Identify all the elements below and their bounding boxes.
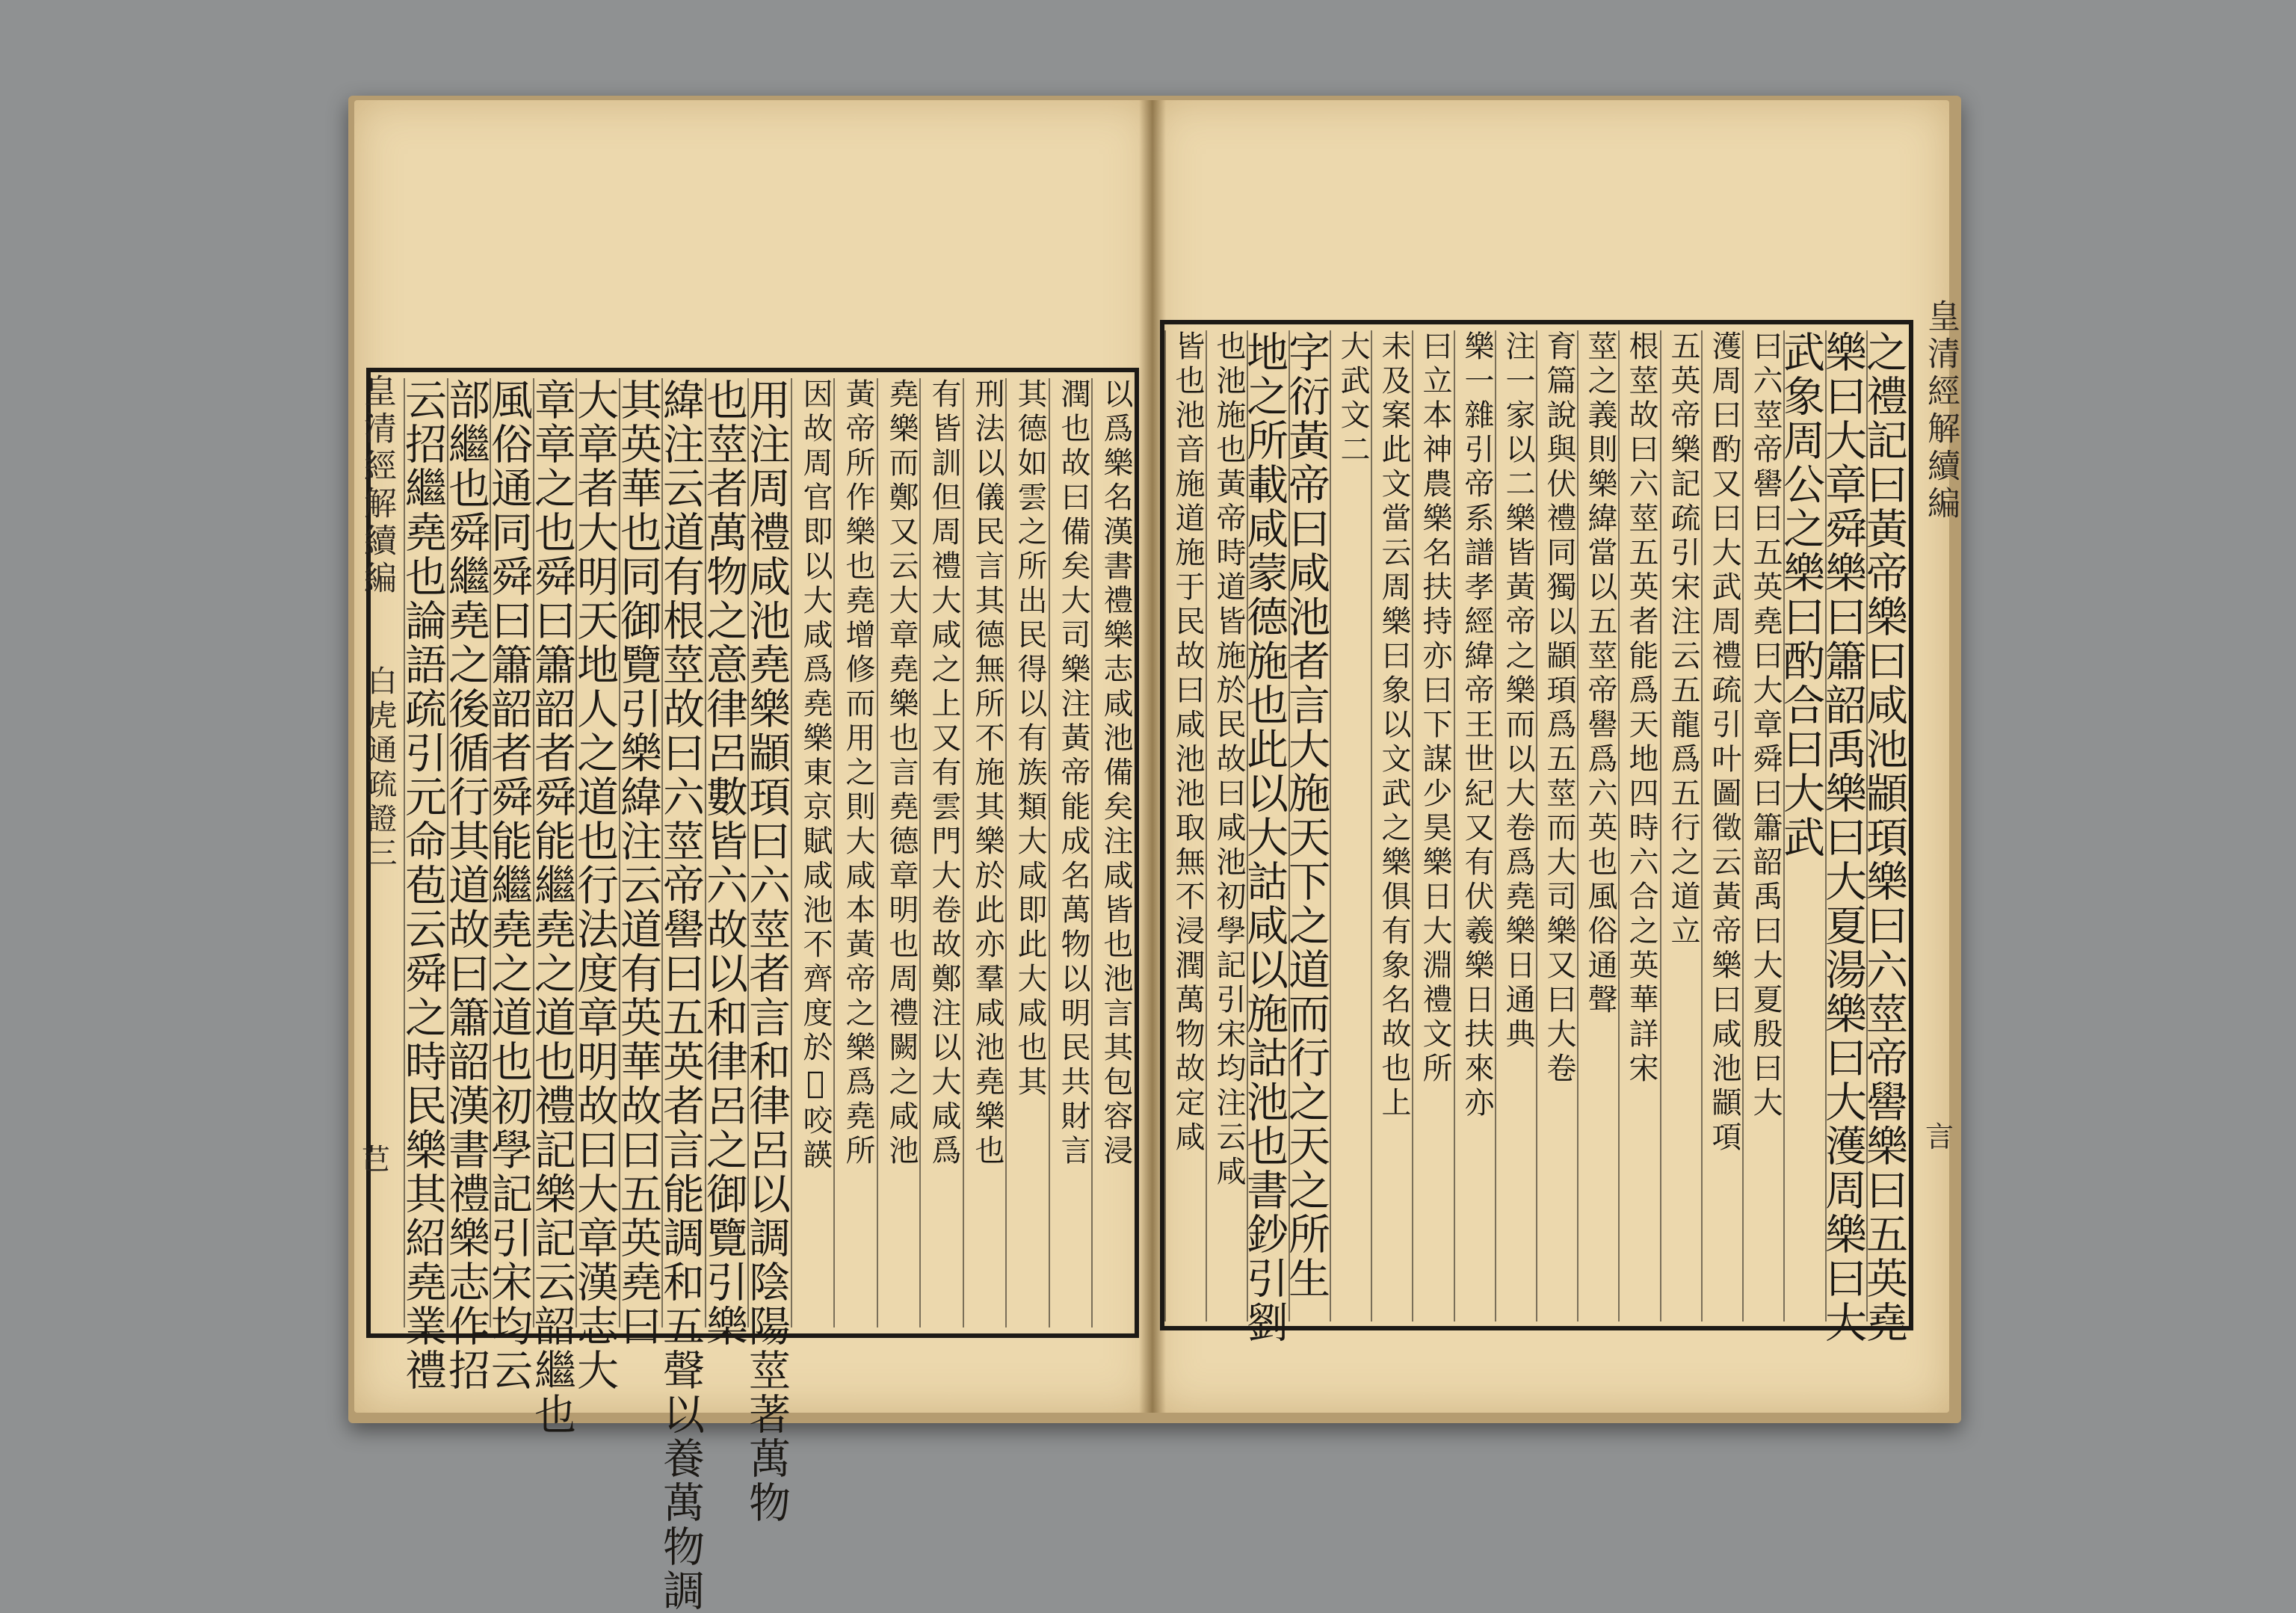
left-text-column: 其德如雲之所出民得以有族類大咸即此大咸也其: [1005, 378, 1049, 1327]
right-text-column: 之禮記曰黃帝樂曰咸池顓頊樂曰六莖帝嚳樂曰五英堯: [1860, 330, 1908, 1345]
right-text-column: 濩周曰酌又曰大武周禮疏引叶圖徵云黃帝樂曰咸池顓項: [1701, 330, 1742, 1321]
right-text-column: 五英帝樂記疏引宋注云五龍爲五行之道立: [1660, 330, 1701, 1321]
left-folio: 芑: [362, 1143, 391, 1176]
left-text-column: 以爲樂名漢書禮樂志咸池備矣注咸皆也池言其包容浸: [1091, 378, 1135, 1327]
right-text-column: 未及案此文當云周樂曰象以文武之樂俱有象名故也上: [1371, 330, 1412, 1321]
left-margin-header: 皇清經解續編: [358, 374, 396, 598]
left-text-column: 有皆訓但周禮大咸之上又有雲門大卷故鄭注以大咸爲: [919, 378, 963, 1327]
right-text-column: 也池施也黃帝時道皆施於民故曰咸池初學記引宋均注云咸: [1206, 330, 1247, 1321]
right-text-column: 樂曰大章舜樂曰簫韶禹樂曰大夏湯樂曰大濩周樂曰大: [1818, 330, 1867, 1345]
right-text-column: 莖之義則樂緯當以五莖帝嚳爲六英也風俗通聲: [1577, 330, 1618, 1321]
right-text-column: 皆也池音施道施于民故曰咸池池取無不浸潤萬物故定咸: [1164, 330, 1206, 1321]
right-text-column: 注一家以二樂皆黃帝之樂而以大卷爲堯樂日通典: [1495, 330, 1536, 1321]
right-text-column: 曰立本神農樂名扶持亦曰下謀少昊樂日大淵禮文所: [1412, 330, 1453, 1321]
left-text-column: 黃帝所作樂也堯增修而用之則大咸本黃帝之樂爲堯所: [833, 378, 877, 1327]
left-margin-title: 白虎通疏證三: [362, 665, 397, 872]
left-text-column: 其英華也同御覽引樂緯注云道有英華故曰五英堯曰: [614, 378, 662, 1348]
right-text-column: 樂一雜引帝系譜孝經緯帝王世紀又有伏羲樂日扶來亦: [1454, 330, 1495, 1321]
right-text-column: 武象周公之樂曰酌合曰大武: [1783, 330, 1824, 1321]
right-text-column: 字衍黃帝曰咸池者言大施天下之道而行之天之所生: [1289, 330, 1330, 1321]
right-margin-header: 皇清經解續編: [1922, 299, 1960, 523]
left-text-column: 大章者大明天地人之道也行法度章明故曰大章漢志大: [570, 378, 619, 1393]
left-text-column: 章章之也舜曰簫韶者舜能繼堯之道也禮記樂記云韶繼也: [528, 378, 576, 1437]
left-text-column: 用注周禮咸池堯樂顓頊曰六莖者言和律呂以調陰陽莖著萬物: [742, 378, 791, 1525]
left-text-column: 風俗通同舜曰簫韶者舜能繼堯之道也初學記引宋均云: [484, 378, 533, 1393]
left-text-column: 刑法以儀民言其德無所不施其樂於此亦羣咸池堯樂也: [963, 378, 1006, 1327]
right-folio: 言: [1925, 1120, 1954, 1153]
left-text-column: 部繼也舜繼堯之後循行其道故曰簫韶漢書禮樂志作招: [442, 378, 490, 1393]
left-text-column: 潤也故曰備矣大司樂注黃帝能成名萬物以明民共財言: [1049, 378, 1092, 1327]
left-text-column: 緯注云道有根莖故曰六莖帝嚳曰五英者言能調和五聲以養萬物調: [656, 378, 705, 1613]
left-text-column: 云招繼堯也論語疏引元命苞云舜之時民樂其紹堯業禮: [398, 378, 447, 1393]
right-text-column: 育篇說與伏禮同獨以顓頊爲五莖而大司樂又曰大卷: [1536, 330, 1577, 1321]
right-text-column: 根莖故曰六莖五英者能爲天地四時六合之英華詳宋: [1618, 330, 1659, 1321]
left-text-column: 堯樂而鄭又云大章堯樂也言堯德章明也周禮闕之咸池: [877, 378, 920, 1327]
right-text-column: 大武文二: [1330, 330, 1371, 1321]
left-text-column: 也莖者萬物之意律呂數皆六故以和律呂之御覽引樂: [700, 378, 748, 1348]
right-text-column: 地之所載咸蒙德施也此以大詁咸以施詁池也書鈔引劉: [1240, 330, 1289, 1345]
left-text-column: 因故周官即以大咸爲堯樂東京賦咸池不齊度於𨯳咬韺: [791, 378, 834, 1327]
right-text-column: 曰六莖帝嚳曰五英堯曰大章舜曰簫韶禹曰大夏殷曰大: [1742, 330, 1783, 1321]
